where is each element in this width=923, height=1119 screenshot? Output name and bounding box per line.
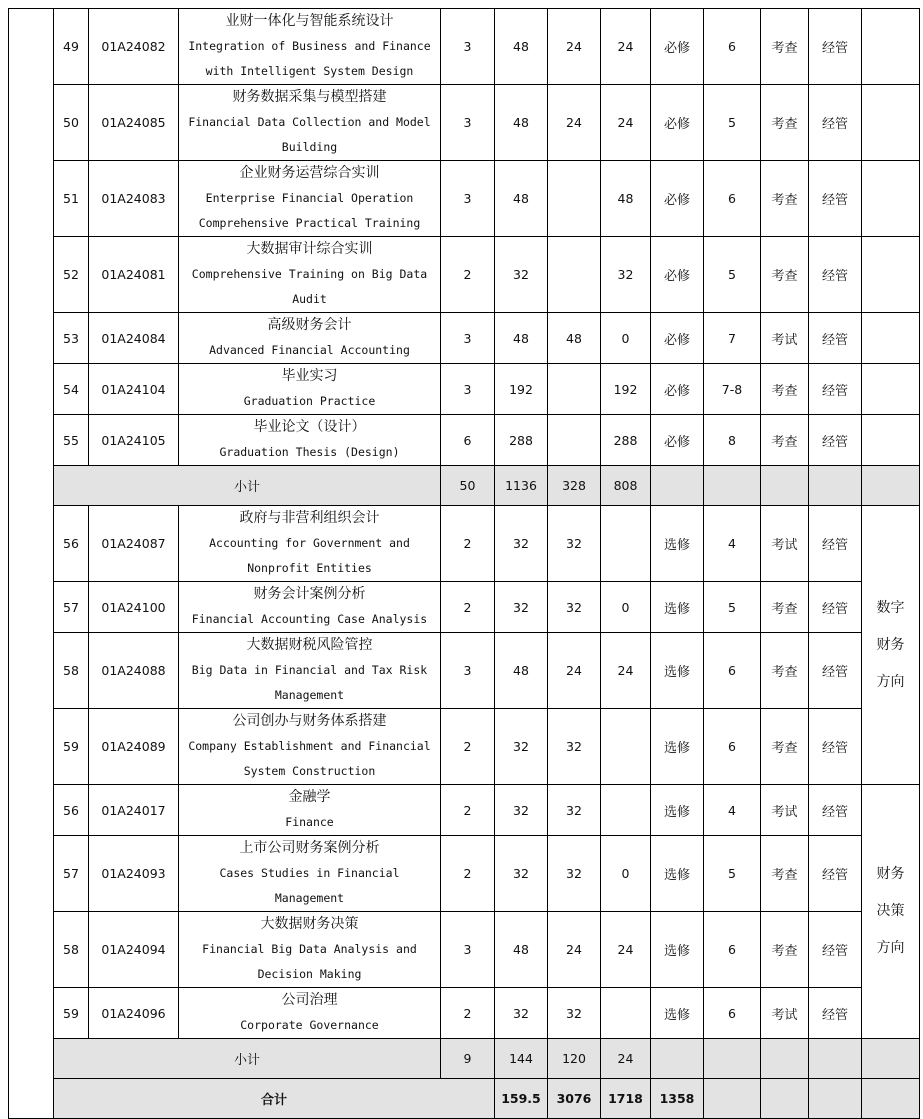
course-name <box>179 237 441 313</box>
course-name <box>179 415 441 466</box>
department: 经管 <box>809 9 862 85</box>
direction-label-line: 决策 <box>876 903 905 919</box>
semester: 4 <box>704 785 761 836</box>
semester: 6 <box>704 709 761 785</box>
course-type: 选修 <box>651 506 704 582</box>
theory-hours: 32 <box>548 506 601 582</box>
remark <box>862 161 920 237</box>
total-hours: 288 <box>495 415 548 466</box>
theory-hours <box>548 415 601 466</box>
theory-hours: 48 <box>548 313 601 364</box>
subtotal-practice: 24 <box>601 1039 651 1079</box>
table-row <box>9 582 920 633</box>
department: 经管 <box>809 161 862 237</box>
course-name-en: Financial Accounting Case Analysis <box>191 612 428 626</box>
semester: 4 <box>704 506 761 582</box>
practice-hours: 0 <box>601 836 651 912</box>
assessment: 考试 <box>761 506 809 582</box>
course-name <box>179 313 441 364</box>
course-name-cn: 毕业论文（设计） <box>253 419 366 435</box>
course-name <box>179 364 441 415</box>
direction-label-line: 财务 <box>876 636 905 653</box>
course-type: 选修 <box>651 988 704 1039</box>
practice-hours: 24 <box>601 633 651 709</box>
total-hours: 48 <box>495 912 548 988</box>
course-name-en: Big Data in Financial and Tax Risk Management <box>191 663 428 702</box>
course-name-cn: 大数据审计综合实训 <box>246 241 373 257</box>
course-name-en: Accounting for Government and Nonprofit Entities <box>209 536 410 575</box>
subtotal-row <box>9 466 920 506</box>
assessment: 考查 <box>761 836 809 912</box>
department: 经管 <box>809 237 862 313</box>
department: 经管 <box>809 836 862 912</box>
table-row <box>9 415 920 466</box>
practice-hours: 32 <box>601 237 651 313</box>
course-code: 01A24104 <box>89 364 179 415</box>
practice-hours <box>601 988 651 1039</box>
total-row <box>9 1079 920 1119</box>
practice-hours: 24 <box>601 912 651 988</box>
credit: 3 <box>441 9 495 85</box>
credit: 2 <box>441 709 495 785</box>
department: 经管 <box>809 912 862 988</box>
total-hours: 48 <box>495 161 548 237</box>
assessment: 考查 <box>761 633 809 709</box>
semester: 5 <box>704 237 761 313</box>
practice-hours: 24 <box>601 85 651 161</box>
course-type: 选修 <box>651 709 704 785</box>
direction-label-line: 财务 <box>876 866 905 882</box>
assessment: 考查 <box>761 161 809 237</box>
course-name-en: Graduation Practice <box>243 394 376 408</box>
practice-hours <box>601 785 651 836</box>
course-code: 01A24093 <box>89 836 179 912</box>
credit: 2 <box>441 582 495 633</box>
remark <box>862 85 920 161</box>
course-name <box>179 836 441 912</box>
department: 经管 <box>809 785 862 836</box>
course-name-en: Finance <box>285 815 334 829</box>
total-hours: 3076 <box>548 1079 601 1119</box>
total-hours: 32 <box>495 582 548 633</box>
total-hours: 32 <box>495 237 548 313</box>
table-row <box>9 912 920 988</box>
course-name-en: Cases Studies in Financial Management <box>219 866 400 905</box>
assessment: 考查 <box>761 85 809 161</box>
total-credit: 159.5 <box>495 1079 548 1119</box>
course-code: 01A24082 <box>89 9 179 85</box>
course-code: 01A24100 <box>89 582 179 633</box>
course-name <box>179 785 441 836</box>
course-no: 52 <box>54 237 89 313</box>
subtotal-practice: 808 <box>601 466 651 506</box>
direction-label-line: 方向 <box>876 673 905 690</box>
table-row <box>9 364 920 415</box>
assessment: 考试 <box>761 785 809 836</box>
direction-label-line: 数字 <box>876 599 905 616</box>
subtotal-label: 小计 <box>54 1039 441 1079</box>
subtotal-hours: 1136 <box>495 466 548 506</box>
course-name-cn: 高级财务会计 <box>267 317 352 333</box>
credit: 2 <box>441 836 495 912</box>
total-practice: 1358 <box>651 1079 704 1119</box>
assessment: 考查 <box>761 364 809 415</box>
table-row <box>9 785 920 836</box>
department: 经管 <box>809 506 862 582</box>
course-code: 01A24094 <box>89 912 179 988</box>
credit: 3 <box>441 633 495 709</box>
direction-label-line: 方向 <box>876 940 905 956</box>
remark <box>862 237 920 313</box>
assessment: 考试 <box>761 313 809 364</box>
department: 经管 <box>809 988 862 1039</box>
remark <box>862 313 920 364</box>
direction-financial-decision <box>862 785 920 1039</box>
course-type: 必修 <box>651 85 704 161</box>
theory-hours: 24 <box>548 633 601 709</box>
course-name-en: Integration of Business and Finance with Intelligent System Design <box>188 39 431 78</box>
course-no: 49 <box>54 9 89 85</box>
course-name-en: Graduation Thesis (Design) <box>219 445 400 459</box>
course-code: 01A24089 <box>89 709 179 785</box>
course-code: 01A24083 <box>89 161 179 237</box>
total-hours: 48 <box>495 85 548 161</box>
table-row <box>9 9 920 85</box>
theory-hours: 32 <box>548 988 601 1039</box>
course-type: 必修 <box>651 161 704 237</box>
department: 经管 <box>809 415 862 466</box>
department: 经管 <box>809 364 862 415</box>
subtotal-credit: 50 <box>441 466 495 506</box>
total-hours: 32 <box>495 709 548 785</box>
total-hours: 32 <box>495 506 548 582</box>
remark <box>862 415 920 466</box>
semester: 7-8 <box>704 364 761 415</box>
course-type: 必修 <box>651 415 704 466</box>
course-name <box>179 506 441 582</box>
department: 经管 <box>809 85 862 161</box>
course-name-en: Company Establishment and Financial System Construction <box>188 739 431 778</box>
course-name-en: Enterprise Financial Operation Comprehensive Practical Training <box>198 191 421 230</box>
department: 经管 <box>809 313 862 364</box>
course-code: 01A24017 <box>89 785 179 836</box>
subtotal-theory: 328 <box>548 466 601 506</box>
course-name <box>179 912 441 988</box>
credit: 2 <box>441 237 495 313</box>
practice-hours: 48 <box>601 161 651 237</box>
remark <box>862 9 920 85</box>
course-name <box>179 582 441 633</box>
table-row <box>9 709 920 785</box>
theory-hours: 24 <box>548 85 601 161</box>
practice-hours <box>601 506 651 582</box>
course-name <box>179 85 441 161</box>
table-row <box>9 633 920 709</box>
course-name-en: Financial Data Collection and Model Building <box>188 115 431 154</box>
course-no: 53 <box>54 313 89 364</box>
total-hours: 192 <box>495 364 548 415</box>
direction-digital-finance <box>862 506 920 785</box>
course-no: 59 <box>54 988 89 1039</box>
semester: 7 <box>704 313 761 364</box>
semester: 6 <box>704 988 761 1039</box>
course-code: 01A24105 <box>89 415 179 466</box>
total-hours: 48 <box>495 313 548 364</box>
semester: 6 <box>704 633 761 709</box>
course-no: 54 <box>54 364 89 415</box>
assessment: 考查 <box>761 415 809 466</box>
course-name-cn: 金融学 <box>288 789 331 805</box>
category-cell <box>9 9 54 1119</box>
credit: 3 <box>441 364 495 415</box>
theory-hours <box>548 237 601 313</box>
course-table <box>8 8 920 1119</box>
credit: 6 <box>441 415 495 466</box>
course-name-cn: 大数据财税风险管控 <box>246 637 373 653</box>
course-name-cn: 财务数据采集与模型搭建 <box>232 89 387 105</box>
course-name-en: Advanced Financial Accounting <box>209 343 410 357</box>
credit: 2 <box>441 785 495 836</box>
course-name-cn: 公司治理 <box>281 992 338 1008</box>
subtotal-label: 小计 <box>54 466 441 506</box>
course-code: 01A24088 <box>89 633 179 709</box>
course-name-cn: 公司创办与财务体系搭建 <box>232 713 387 729</box>
course-type: 选修 <box>651 785 704 836</box>
assessment: 考查 <box>761 9 809 85</box>
assessment: 考查 <box>761 582 809 633</box>
theory-hours: 24 <box>548 9 601 85</box>
department: 经管 <box>809 709 862 785</box>
course-no: 56 <box>54 506 89 582</box>
theory-hours <box>548 364 601 415</box>
course-type: 选修 <box>651 633 704 709</box>
credit: 3 <box>441 161 495 237</box>
assessment: 考查 <box>761 709 809 785</box>
course-name <box>179 633 441 709</box>
remark <box>862 364 920 415</box>
total-hours: 32 <box>495 836 548 912</box>
table-row <box>9 313 920 364</box>
credit: 2 <box>441 988 495 1039</box>
assessment: 考查 <box>761 912 809 988</box>
course-name <box>179 709 441 785</box>
course-type: 选修 <box>651 836 704 912</box>
subtotal-hours: 144 <box>495 1039 548 1079</box>
practice-hours: 0 <box>601 313 651 364</box>
total-hours: 48 <box>495 633 548 709</box>
semester: 6 <box>704 9 761 85</box>
practice-hours: 288 <box>601 415 651 466</box>
assessment: 考试 <box>761 988 809 1039</box>
subtotal-row <box>9 1039 920 1079</box>
total-hours: 32 <box>495 785 548 836</box>
theory-hours: 32 <box>548 709 601 785</box>
table-row <box>9 237 920 313</box>
table-row <box>9 85 920 161</box>
theory-hours <box>548 161 601 237</box>
table-row <box>9 988 920 1039</box>
course-code: 01A24087 <box>89 506 179 582</box>
theory-hours: 32 <box>548 582 601 633</box>
practice-hours: 192 <box>601 364 651 415</box>
course-no: 59 <box>54 709 89 785</box>
semester: 8 <box>704 415 761 466</box>
course-no: 57 <box>54 836 89 912</box>
course-type: 必修 <box>651 237 704 313</box>
table-row <box>9 836 920 912</box>
course-no: 58 <box>54 912 89 988</box>
department: 经管 <box>809 633 862 709</box>
course-no: 51 <box>54 161 89 237</box>
credit: 2 <box>441 506 495 582</box>
course-code: 01A24096 <box>89 988 179 1039</box>
table-row <box>9 161 920 237</box>
credit: 3 <box>441 313 495 364</box>
semester: 6 <box>704 912 761 988</box>
practice-hours: 24 <box>601 9 651 85</box>
subtotal-theory: 120 <box>548 1039 601 1079</box>
course-name <box>179 988 441 1039</box>
semester: 6 <box>704 161 761 237</box>
course-name-cn: 业财一体化与智能系统设计 <box>225 13 394 29</box>
semester: 5 <box>704 85 761 161</box>
course-code: 01A24081 <box>89 237 179 313</box>
course-name-en: Corporate Governance <box>240 1018 379 1032</box>
credit: 3 <box>441 85 495 161</box>
practice-hours: 0 <box>601 582 651 633</box>
course-no: 56 <box>54 785 89 836</box>
course-type: 必修 <box>651 9 704 85</box>
course-name-cn: 上市公司财务案例分析 <box>239 840 380 856</box>
course-no: 57 <box>54 582 89 633</box>
course-name-cn: 政府与非营利组织会计 <box>239 510 380 526</box>
table-row <box>9 506 920 582</box>
course-type: 选修 <box>651 582 704 633</box>
total-theory: 1718 <box>601 1079 651 1119</box>
course-type: 必修 <box>651 313 704 364</box>
semester: 5 <box>704 836 761 912</box>
course-no: 55 <box>54 415 89 466</box>
practice-hours <box>601 709 651 785</box>
semester: 5 <box>704 582 761 633</box>
total-label: 合计 <box>54 1079 495 1119</box>
course-code: 01A24084 <box>89 313 179 364</box>
theory-hours: 32 <box>548 785 601 836</box>
theory-hours: 32 <box>548 836 601 912</box>
course-name-en: Comprehensive Training on Big Data Audit <box>191 267 428 306</box>
course-no: 58 <box>54 633 89 709</box>
assessment: 考查 <box>761 237 809 313</box>
total-hours: 48 <box>495 9 548 85</box>
department: 经管 <box>809 582 862 633</box>
course-no: 50 <box>54 85 89 161</box>
course-name <box>179 161 441 237</box>
course-name-cn: 毕业实习 <box>281 368 338 384</box>
theory-hours: 24 <box>548 912 601 988</box>
course-code: 01A24085 <box>89 85 179 161</box>
course-type: 必修 <box>651 364 704 415</box>
subtotal-credit: 9 <box>441 1039 495 1079</box>
course-type: 选修 <box>651 912 704 988</box>
course-name-cn: 财务会计案例分析 <box>253 586 366 602</box>
course-name-cn: 大数据财务决策 <box>260 916 359 932</box>
course-name-cn: 企业财务运营综合实训 <box>239 165 380 181</box>
credit: 3 <box>441 912 495 988</box>
course-name-en: Financial Big Data Analysis and Decision Making <box>202 942 417 981</box>
total-hours: 32 <box>495 988 548 1039</box>
course-name <box>179 9 441 85</box>
